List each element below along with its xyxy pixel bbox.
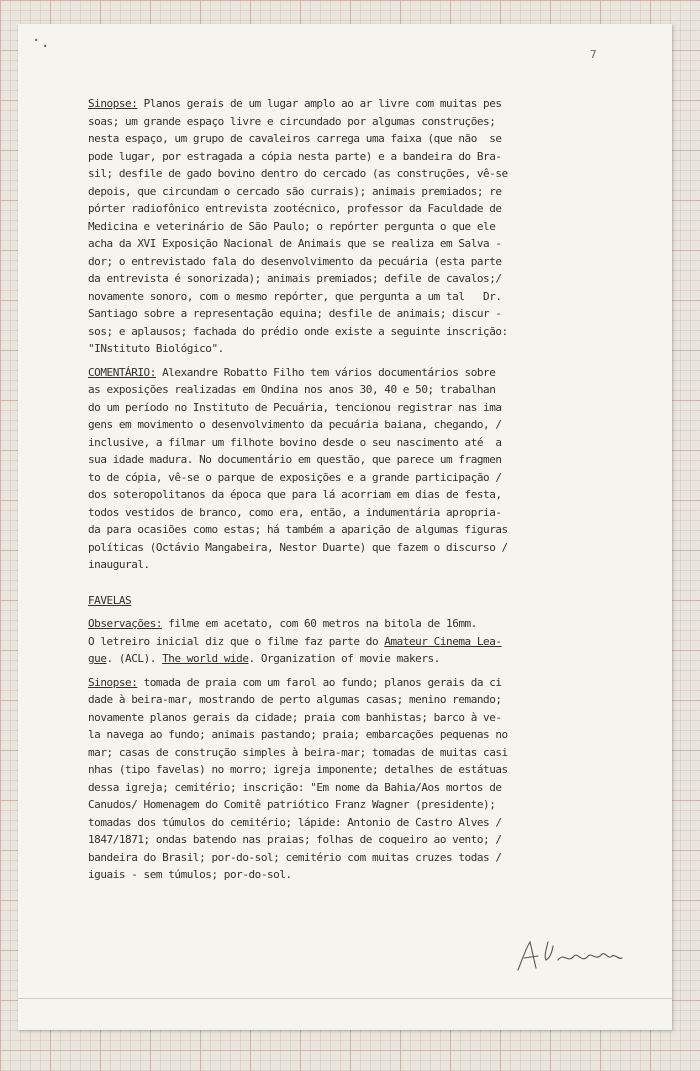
corner-mark: · bbox=[41, 39, 50, 55]
text-line bbox=[88, 592, 608, 610]
corner-mark: · bbox=[32, 33, 41, 49]
text-line: Sinopse: Planos gerais de um lugar amplo ao ar livre com muitas pes bbox=[88, 97, 502, 110]
text-line: mar; casas de construção simples à beira-mar; tomadas de muitas casi bbox=[88, 745, 508, 759]
text-line: novamente planos gerais da cidade; praia com banhistas; barco à ve- bbox=[88, 710, 502, 724]
text-line: bandeira do Brasil; por-do-sol; cemitério com muitas cruzes todas / bbox=[88, 850, 502, 864]
text-line: Observações: filme em acetato, com 60 metros na bitola de 16mm. bbox=[88, 617, 477, 630]
paper-fold-line bbox=[18, 998, 672, 999]
text-line: nesta espaço, um grupo de cavaleiros carrega uma faixa (que não se bbox=[88, 132, 502, 145]
text-line: novamente sonoro, com o mesmo repórter, que pergunta a um tal Dr. bbox=[88, 289, 502, 303]
text-line: dade à beira-mar, mostrando de perto algumas casas; menino remando; bbox=[88, 693, 502, 706]
text-line: iguais - sem túmulos; por-do-sol. bbox=[88, 868, 292, 881]
sinopse-label: Sinopse: bbox=[88, 675, 138, 689]
text-line: pode lugar, por estragada a cópia nesta parte) e a bandeira do Bra- bbox=[88, 149, 502, 163]
page-number: 7 bbox=[590, 48, 597, 61]
observacoes-label: Observações: bbox=[88, 617, 163, 630]
text-line: COMENTÁRIO: Alexandre Robatto Filho tem vários documentários sobre bbox=[88, 365, 496, 379]
text-line: dor; o entrevistado fala do desenvolvimento da pecuária (esta parte bbox=[88, 254, 502, 268]
text-line: inclusive, a filmar um filhote bovino desde o seu nascimento até a bbox=[88, 435, 502, 449]
text-line: gens em movimento o desenvolvimento da pecuária baiana, chegando, / bbox=[88, 418, 502, 431]
text-line: as exposições realizadas em Ondina nos anos 30, 40 e 50; trabalhan bbox=[88, 383, 496, 396]
text-line: dos soteropolitanos da época que para lá acorriam em dias de festa, bbox=[88, 488, 502, 501]
text-line: Sinopse: tomada de praia com um farol ao fundo; planos gerais da ci bbox=[88, 675, 502, 689]
world-wide: The world wide bbox=[162, 652, 249, 665]
sinopse-label: Sinopse: bbox=[88, 97, 138, 110]
text-line: 1847/1871; ondas batendo nas praias; folhas de coqueiro ao vento; / bbox=[88, 833, 502, 846]
text-line: Canudos/ Homenagem do Comitê patriótico Franz Wagner (presidente); bbox=[88, 798, 496, 811]
text-line: acha da XVI Exposição Nacional de Animais que se realiza em Salva - bbox=[88, 237, 502, 250]
text-line: la navega ao fundo; animais pastando; praia; embarcações pequenas no bbox=[88, 728, 508, 741]
document-body bbox=[88, 95, 608, 884]
text-line: soas; um grande espaço livre e circundado por algumas construções; bbox=[88, 114, 496, 128]
text-line: da entrevista é sonorizada); animais premiados; defile de cavalos;/ bbox=[88, 272, 502, 285]
text-line: nhas (tipo favelas) no morro; igreja imponente; detalhes de estátuas bbox=[88, 763, 508, 776]
comentario-label: COMENTÁRIO: bbox=[88, 365, 156, 379]
text-line: to de cópia, vê-se o parque de exposições e a grande participação / bbox=[88, 470, 502, 484]
text-line: políticas (Octávio Mangabeira, Nestor Duarte) que fazem o discurso / bbox=[88, 540, 508, 554]
text-line: sua idade madura. No documentário em questão, que parece um fragmen bbox=[88, 453, 502, 466]
amateur-cinema-league: Amateur Cinema Lea- bbox=[384, 634, 502, 648]
text-line: gue. (ACL). The world wide. Organization of movie makers. bbox=[88, 652, 440, 665]
text-line: dessa igreja; cemitério; inscrição: "Em nome da Bahia/Aos mortos de bbox=[88, 780, 502, 794]
text-line: sos; e aplausos; fachada do prédio onde existe a seguinte inscrição: bbox=[88, 324, 508, 338]
text-line: O letreiro inicial diz que o filme faz parte do Amateur Cinema Lea- bbox=[88, 634, 502, 648]
section-title: FAVELAS bbox=[88, 593, 132, 607]
text-line: pórter radiofônico entrevista zootécnico, professor da Faculdade de bbox=[88, 202, 502, 215]
text-line: "INstituto Biológico". bbox=[88, 342, 224, 355]
text-line: da para ocasiões como estas; há também a aparição de algumas figuras bbox=[88, 523, 508, 536]
handwritten-signature bbox=[512, 934, 632, 984]
text-line: tomadas dos túmulos do cemitério; lápide: Antonio de Castro Alves / bbox=[88, 815, 502, 829]
text-line: do um período no Instituto de Pecuária, tencionou registrar nas ima bbox=[88, 400, 502, 414]
text-line: Santiago sobre a representação equina; desfile de animais; discur - bbox=[88, 307, 502, 320]
text-line: inaugural. bbox=[88, 558, 150, 571]
text-line: Medicina e veterinário de São Paulo; o repórter pergunta o que ele bbox=[88, 219, 496, 233]
text-line: sil; desfile de gado bovino dentro do cercado (as construções, vê-se bbox=[88, 167, 508, 180]
text-line: depois, que circundam o cercado são currais); animais premiados; re bbox=[88, 184, 502, 198]
text-line: todos vestidos de branco, como era, então, a indumentária apropria- bbox=[88, 505, 502, 519]
